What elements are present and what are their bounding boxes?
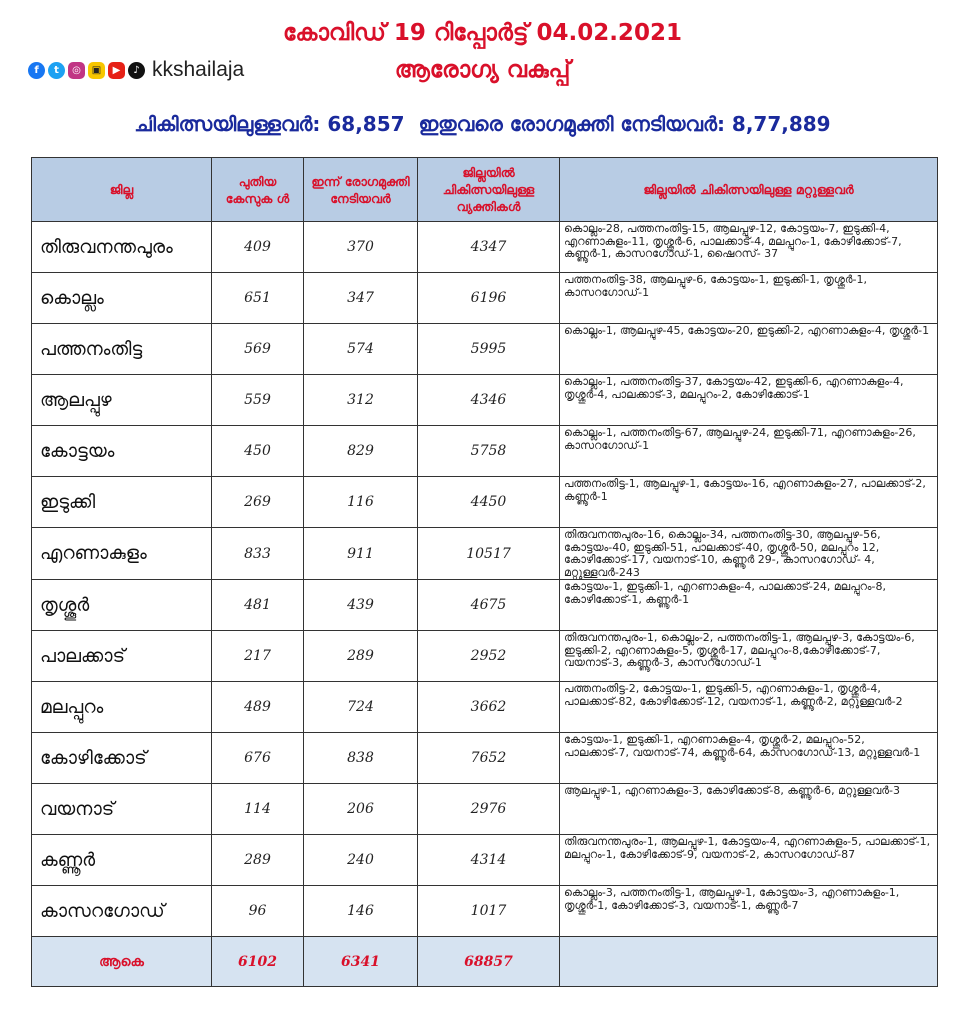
table-row [32,324,938,375]
new-cases: 409 [212,222,304,273]
header-new-cases: പുതിയ കേസുക ൾ [212,158,304,222]
others-in-district: കൊല്ലം-1, പത്തനംതിട്ട-37, കോട്ടയം-42, ഇടുക്കി-6, എറണാകുളം-4, തൃശ്ശൂർ-4, പാലക്കാട്-3, മലപ്പുറം-2, കോഴിക്കോട്-1 [560,375,938,426]
district-name: പത്തനംതിട്ട [32,324,212,375]
district-name: തൃശ്ശൂർ [32,580,212,631]
table-row [32,835,938,886]
recovered-today: 911 [304,528,418,580]
in-treatment: 2952 [418,631,560,682]
recovered-today: 724 [304,682,418,733]
table-row [32,222,938,273]
youtube-icon[interactable]: ▶ [108,62,125,79]
table-row [32,886,938,937]
header-in-treatment: ജില്ലയിൽ ചികിത്സയിലുള്ള വ്യക്തികൾ [418,158,560,222]
recovered-today: 312 [304,375,418,426]
district-name: തിരുവനന്തപുരം [32,222,212,273]
others-in-district: പത്തനംതിട്ട-38, ആലപ്പുഴ-6, കോട്ടയം-1, ഇടുക്കി-1, തൃശ്ശൂർ-1, കാസറഗോഡ്-1 [560,273,938,324]
instagram-icon[interactable]: ◎ [68,62,85,79]
in-treatment: 4346 [418,375,560,426]
report-title: കോവിഡ് 19 റിപ്പോർട്ട് 04.02.2021 [283,20,682,46]
in-treatment: 4314 [418,835,560,886]
recovered-today: 206 [304,784,418,835]
new-cases: 651 [212,273,304,324]
tiktok-icon[interactable]: ♪ [128,62,145,79]
table-header-row [32,158,938,222]
district-name: കോട്ടയം [32,426,212,477]
district-name: പാലക്കാട് [32,631,212,682]
new-cases: 96 [212,886,304,937]
header-recovered-today: ഇന്ന് രോഗമുക്തി നേടിയവർ [304,158,418,222]
in-treatment: 1017 [418,886,560,937]
in-treatment: 5758 [418,426,560,477]
others-in-district: പത്തനംതിട്ട-2, കോട്ടയം-1, ഇടുക്കി-5, എറണാകുളം-1, തൃശ്ശൂർ-4, പാലക്കാട്-82, കോഴിക്കോട്-12, വയനാട്-1, കണ്ണൂർ-2, മറ്റുള്ളവർ-2 [560,682,938,733]
others-in-district: കൊല്ലം-28, പത്തനംതിട്ട-15, ആലപ്പുഴ-12, കോട്ടയം-7, ഇടുക്കി-4, എറണാകുളം-11, തൃശ്ശൂർ-6, പാലക്കാട്-4, മലപ്പുറം-1, കോഴിക്കോട്-7, കണ്ണൂർ-1, കാസറഗോഡ്-1, ഷൈറസ്- 37 [560,222,938,273]
table-row [32,631,938,682]
in-treatment: 7652 [418,733,560,784]
social-handle: kkshailaja [152,58,245,81]
in-treatment: 6196 [418,273,560,324]
in-treatment-summary: ചികിത്സയിലുള്ളവർ: 68,857 [134,112,405,136]
recovered-today: 370 [304,222,418,273]
in-treatment: 2976 [418,784,560,835]
district-table [31,157,938,987]
table-row [32,375,938,426]
in-treatment: 3662 [418,682,560,733]
table-row [32,733,938,784]
new-cases: 489 [212,682,304,733]
header-district: ജില്ല [32,158,212,222]
table-row [32,784,938,835]
social-bar [28,58,244,82]
others-in-district: തിരുവനന്തപുരം-1, കൊല്ലം-2, പത്തനംതിട്ട-1, ആലപ്പുഴ-3, കോട്ടയം-6, ഇടുക്കി-2, എറണാകുളം-5, തൃശ്ശൂർ-17, മലപ്പുറം-8,കോഴിക്കോട്-7, വയനാട്-3, കണ്ണൂർ-3, കാസറഗോഡ്-1 [560,631,938,682]
others-in-district: ആലപ്പുഴ-1, എറണാകുളം-3, കോഴിക്കോട്-8, കണ്ണൂർ-6, മറ്റുള്ളവർ-3 [560,784,938,835]
others-in-district: കോട്ടയം-1, ഇടുക്കി-1, എറണാകുളം-4, തൃശ്ശൂർ-2, മലപ്പുറം-52, പാലക്കാട്-7, വയനാട്-74, കണ്ണൂർ-64, കാസറഗോഡ്-13, മറ്റുള്ളവർ-1 [560,733,938,784]
district-name: ഇടുക്കി [32,477,212,528]
others-in-district: കൊല്ലം-1, പത്തനംതിട്ട-67, ആലപ്പുഴ-24, ഇടുക്കി-71, എറണാകുളം-26, കാസറഗോഡ്-1 [560,426,938,477]
table-row [32,426,938,477]
recovered-today: 574 [304,324,418,375]
new-cases: 481 [212,580,304,631]
recovered-today: 240 [304,835,418,886]
total-in-treatment: 68857 [418,937,560,987]
in-treatment: 10517 [418,528,560,580]
recovered-today: 829 [304,426,418,477]
recovered-today: 439 [304,580,418,631]
facebook-icon[interactable]: f [28,62,45,79]
in-treatment: 4675 [418,580,560,631]
department-title: ആരോഗ്യ വകുപ്പ് [394,57,571,83]
summary-line [0,112,965,136]
new-cases: 833 [212,528,304,580]
district-name: ആലപ്പുഴ [32,375,212,426]
total-others-empty [560,937,938,987]
report-header [0,0,965,150]
others-in-district: തിരുവനന്തപുരം-16, കൊല്ലം-34, പത്തനംതിട്ട-30, ആലപ്പുഴ-56, കോട്ടയം-40, ഇടുക്കി-51, പാലക്കാട്-40, തൃശ്ശൂർ-50, മലപ്പുറം 12, കോഴിക്കോട്-17, വയനാട്-10, കണ്ണൂർ 29-, കാസറഗോഡ്- 4, മറ്റുള്ളവർ-243 [560,528,938,580]
table-row [32,273,938,324]
total-row [32,937,938,987]
recovered-today: 289 [304,631,418,682]
others-in-district: കൊല്ലം-3, പത്തനംതിട്ട-1, ആലപ്പുഴ-1, കോട്ടയം-3, എറണാകുളം-1, തൃശ്ശൂർ-1, കോഴിക്കോട്-3, വയനാട്-1, കണ്ണൂർ-7 [560,886,938,937]
table-row [32,682,938,733]
new-cases: 569 [212,324,304,375]
total-label: ആകെ [32,937,212,987]
district-name: മലപ്പുറം [32,682,212,733]
district-name: എറണാകുളം [32,528,212,580]
others-in-district: കോട്ടയം-1, ഇടുക്കി-1, എറണാകുളം-4, പാലക്കാട്-24, മലപ്പുറം-8, കോഴിക്കോട്-1, കണ്ണൂർ-1 [560,580,938,631]
total-new-cases: 6102 [212,937,304,987]
recovered-today: 146 [304,886,418,937]
in-treatment: 4347 [418,222,560,273]
others-in-district: കൊല്ലം-1, ആലപ്പുഴ-45, കോട്ടയം-20, ഇടുക്കി-2, എറണാകുളം-4, തൃശ്ശൂർ-1 [560,324,938,375]
district-name: കണ്ണൂർ [32,835,212,886]
table-row [32,477,938,528]
new-cases: 450 [212,426,304,477]
recovered-today: 116 [304,477,418,528]
header-others: ജില്ലയിൽ ചികിത്സയിലുള്ള മറ്റുള്ളവർ [560,158,938,222]
recovered-today: 347 [304,273,418,324]
district-name: കോഴിക്കോട് [32,733,212,784]
district-name: കൊല്ലം [32,273,212,324]
district-name: കാസറഗോഡ് [32,886,212,937]
new-cases: 289 [212,835,304,886]
new-cases: 114 [212,784,304,835]
twitter-icon[interactable]: t [48,62,65,79]
district-name: വയനാട് [32,784,212,835]
new-cases: 559 [212,375,304,426]
new-cases: 676 [212,733,304,784]
in-treatment: 5995 [418,324,560,375]
new-cases: 217 [212,631,304,682]
table-row [32,528,938,580]
new-cases: 269 [212,477,304,528]
others-in-district: തിരുവനന്തപുരം-1, ആലപ്പുഴ-1, കോട്ടയം-4, എറണാകുളം-5, പാലക്കാട്-1, മലപ്പുറം-1, കോഴിക്കോട്-9, വയനാട്-2, കാസറഗോഡ്-87 [560,835,938,886]
in-treatment: 4450 [418,477,560,528]
recovered-summary: ഇതുവരെ രോഗമുക്തി നേടിയവർ: 8,77,889 [418,112,831,136]
recovered-today: 838 [304,733,418,784]
table-row [32,580,938,631]
others-in-district: പത്തനംതിട്ട-1, ആലപ്പുഴ-1, കോട്ടയം-16, എറണാകുളം-27, പാലക്കാട്-2, കണ്ണൂർ-1 [560,477,938,528]
total-recovered: 6341 [304,937,418,987]
sharechat-icon[interactable]: ▣ [88,62,105,79]
